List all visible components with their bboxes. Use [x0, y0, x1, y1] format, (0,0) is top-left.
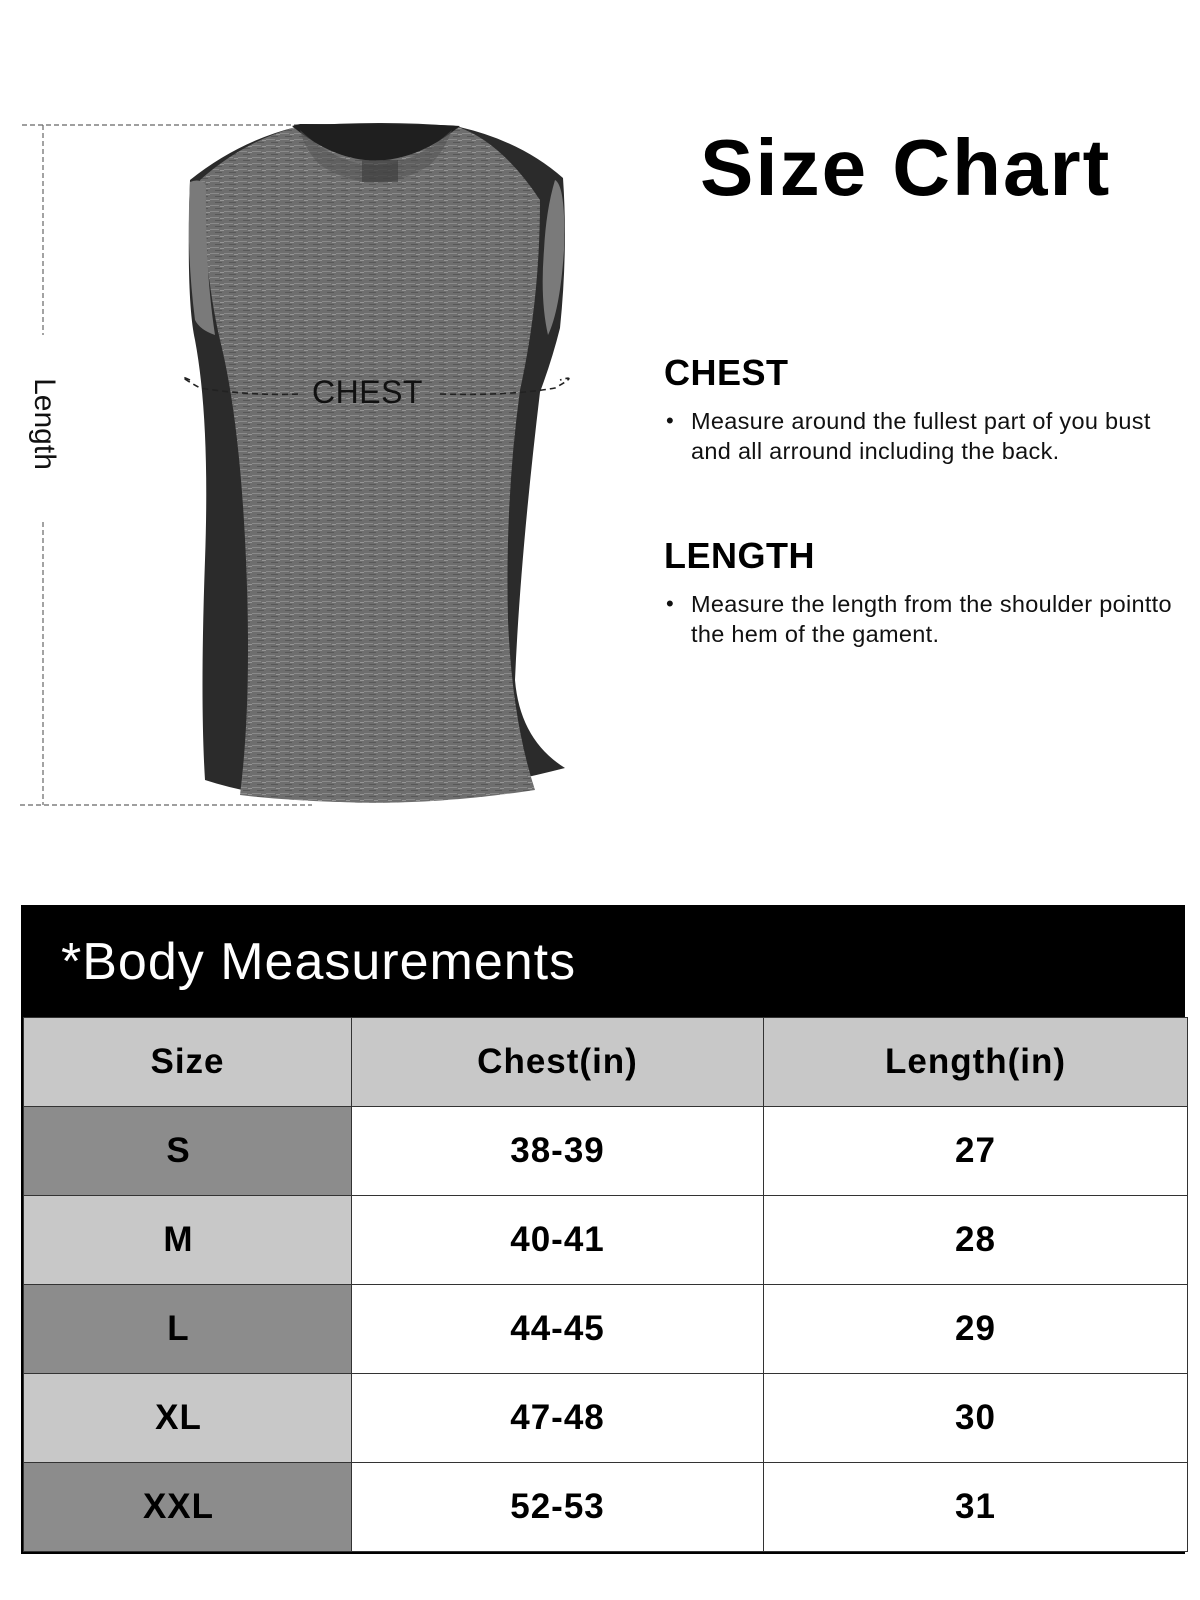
- size-cell: XL: [24, 1374, 352, 1463]
- length-cell: 30: [764, 1374, 1188, 1463]
- size-cell: XXL: [24, 1463, 352, 1552]
- length-section: [664, 535, 1184, 649]
- size-table: [23, 1017, 1188, 1552]
- size-cell: M: [24, 1196, 352, 1285]
- chest-cell: 40-41: [352, 1196, 764, 1285]
- table-banner: *Body Measurements: [23, 907, 1183, 1017]
- table-row: [24, 1463, 1188, 1552]
- page-title: Size Chart: [700, 123, 1112, 212]
- tank-top-illustration: [0, 0, 620, 820]
- table-row: [24, 1285, 1188, 1374]
- chest-cell: 38-39: [352, 1107, 764, 1196]
- table-row: [24, 1107, 1188, 1196]
- size-cell: L: [24, 1285, 352, 1374]
- table-row: [24, 1196, 1188, 1285]
- length-cell: 31: [764, 1463, 1188, 1552]
- header-size: Size: [24, 1018, 352, 1107]
- tank-top-shape: [189, 123, 565, 803]
- length-instruction: • Measure the length from the shoulder pointto the hem of the gament.: [664, 589, 1184, 649]
- header-chest: Chest(in): [352, 1018, 764, 1107]
- length-label: Length: [28, 378, 61, 470]
- measurements-table: [21, 905, 1185, 1554]
- length-cell: 29: [764, 1285, 1188, 1374]
- chest-cell: 47-48: [352, 1374, 764, 1463]
- table-header-row: [24, 1018, 1188, 1107]
- length-cell: 28: [764, 1196, 1188, 1285]
- chest-cell: 44-45: [352, 1285, 764, 1374]
- table-row: [24, 1374, 1188, 1463]
- length-cell: 27: [764, 1107, 1188, 1196]
- length-heading: LENGTH: [664, 535, 815, 576]
- chest-cell: 52-53: [352, 1463, 764, 1552]
- size-cell: S: [24, 1107, 352, 1196]
- chest-instruction: • Measure around the fullest part of you bust and all arround including the back.: [664, 406, 1184, 466]
- chest-heading: CHEST: [664, 352, 789, 393]
- chest-section: [664, 352, 1184, 466]
- header-length: Length(in): [764, 1018, 1188, 1107]
- chest-label: CHEST: [312, 374, 423, 410]
